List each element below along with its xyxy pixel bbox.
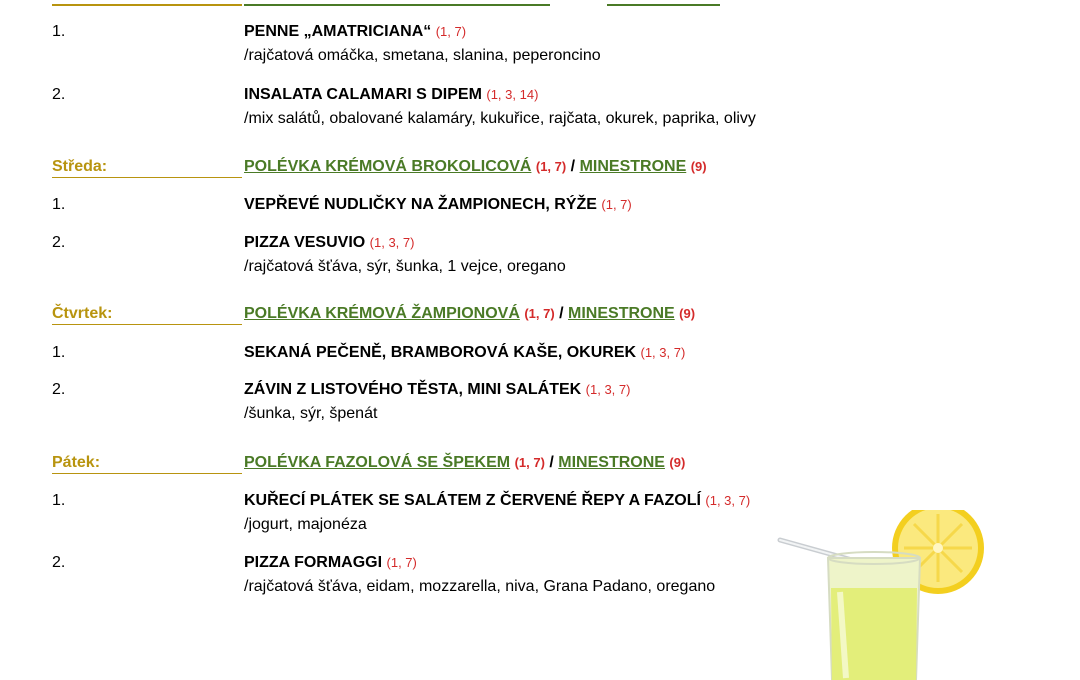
allergens: (1, 3, 7) — [369, 235, 415, 250]
allergens: (1, 3, 14) — [486, 87, 539, 102]
item-number: 1. — [52, 196, 66, 213]
item-number: 1. — [52, 344, 66, 361]
item-number: 2. — [52, 554, 66, 571]
soup-name: POLÉVKA KRÉMOVÁ BROKOLICOVÁ — [244, 158, 532, 175]
allergens: (9) — [669, 455, 686, 470]
dish-description: /rajčatová šťáva, eidam, mozzarella, niva, Grana Padano, oregano — [244, 578, 716, 595]
separator: / — [559, 305, 564, 322]
dish — [244, 343, 685, 363]
cut-off-day-header — [52, 0, 752, 4]
separator: / — [570, 158, 576, 175]
allergens: (1, 3, 7) — [585, 382, 631, 397]
day-label: Čtvrtek: — [52, 304, 242, 325]
day-underline — [52, 0, 242, 6]
item-number: 2. — [52, 86, 66, 103]
dish-name: PENNE „AMATRICIANA“ — [244, 23, 432, 40]
dish-name: PIZZA VESUVIO — [244, 234, 366, 251]
separator: / — [549, 454, 554, 471]
dish-description: /šunka, sýr, špenát — [244, 405, 378, 422]
allergens: (1, 7) — [386, 555, 417, 570]
dish — [244, 380, 630, 400]
day-label: Pátek: — [52, 453, 242, 474]
dish-description: /jogurt, majonéza — [244, 516, 367, 533]
allergens: (9) — [690, 159, 707, 174]
item-number: 2. — [52, 234, 66, 251]
dish — [244, 491, 750, 511]
glass-icon — [828, 552, 920, 680]
day-header-streda — [52, 157, 752, 179]
dish — [244, 233, 414, 253]
allergens: (1, 7) — [514, 455, 545, 470]
day-label: Středa: — [52, 157, 242, 178]
dish-description: /rajčatová omáčka, smetana, slanina, peperoncino — [244, 47, 601, 64]
day-header-ctvrtek — [52, 304, 752, 326]
item-number: 2. — [52, 381, 66, 398]
soup-name: MINESTRONE — [568, 305, 675, 322]
dish-name: KUŘECÍ PLÁTEK SE SALÁTEM Z ČERVENÉ ŘEPY A FAZOLÍ — [244, 492, 701, 509]
soup-name: POLÉVKA KRÉMOVÁ ŽAMPIONOVÁ — [244, 305, 520, 322]
soup-name: MINESTRONE — [558, 454, 665, 471]
dish-name: ZÁVIN Z LISTOVÉHO TĚSTA, MINI SALÁTEK — [244, 381, 582, 398]
item-number: 1. — [52, 23, 66, 40]
dish-name: SEKANÁ PEČENĚ, BRAMBOROVÁ KAŠE, OKUREK — [244, 344, 637, 361]
item-number: 1. — [52, 492, 66, 509]
soup-underline — [244, 0, 550, 6]
dish — [244, 195, 632, 215]
dish — [244, 85, 538, 105]
soups — [244, 453, 685, 473]
soups — [244, 157, 707, 177]
day-header-patek — [52, 453, 752, 475]
dish — [244, 22, 466, 42]
allergens: (9) — [679, 306, 696, 321]
dish-description: /rajčatová šťáva, sýr, šunka, 1 vejce, oregano — [244, 258, 566, 275]
soups — [244, 304, 695, 324]
dish-name: PIZZA FORMAGGI — [244, 554, 383, 571]
allergens: (1, 7) — [435, 24, 467, 39]
soup-underline — [607, 0, 720, 6]
dish-name: VEPŘEVÉ NUDLIČKY NA ŽAMPIONECH, RÝŽE — [244, 196, 597, 213]
dish-name: INSALATA CALAMARI S DIPEM — [244, 86, 482, 103]
allergens: (1, 7) — [524, 306, 555, 321]
soup-name: MINESTRONE — [579, 158, 687, 175]
soup-name: POLÉVKA FAZOLOVÁ SE ŠPEKEM — [244, 454, 511, 471]
allergens: (1, 3, 7) — [705, 493, 751, 508]
allergens: (1, 3, 7) — [640, 345, 686, 360]
allergens: (1, 7) — [535, 159, 567, 174]
dish-description: /mix salátů, obalované kalamáry, kukuřice, rajčata, okurek, paprika, olivy — [244, 110, 756, 127]
dish — [244, 553, 417, 573]
lemonade-illustration — [770, 510, 1000, 680]
allergens: (1, 7) — [601, 197, 632, 212]
